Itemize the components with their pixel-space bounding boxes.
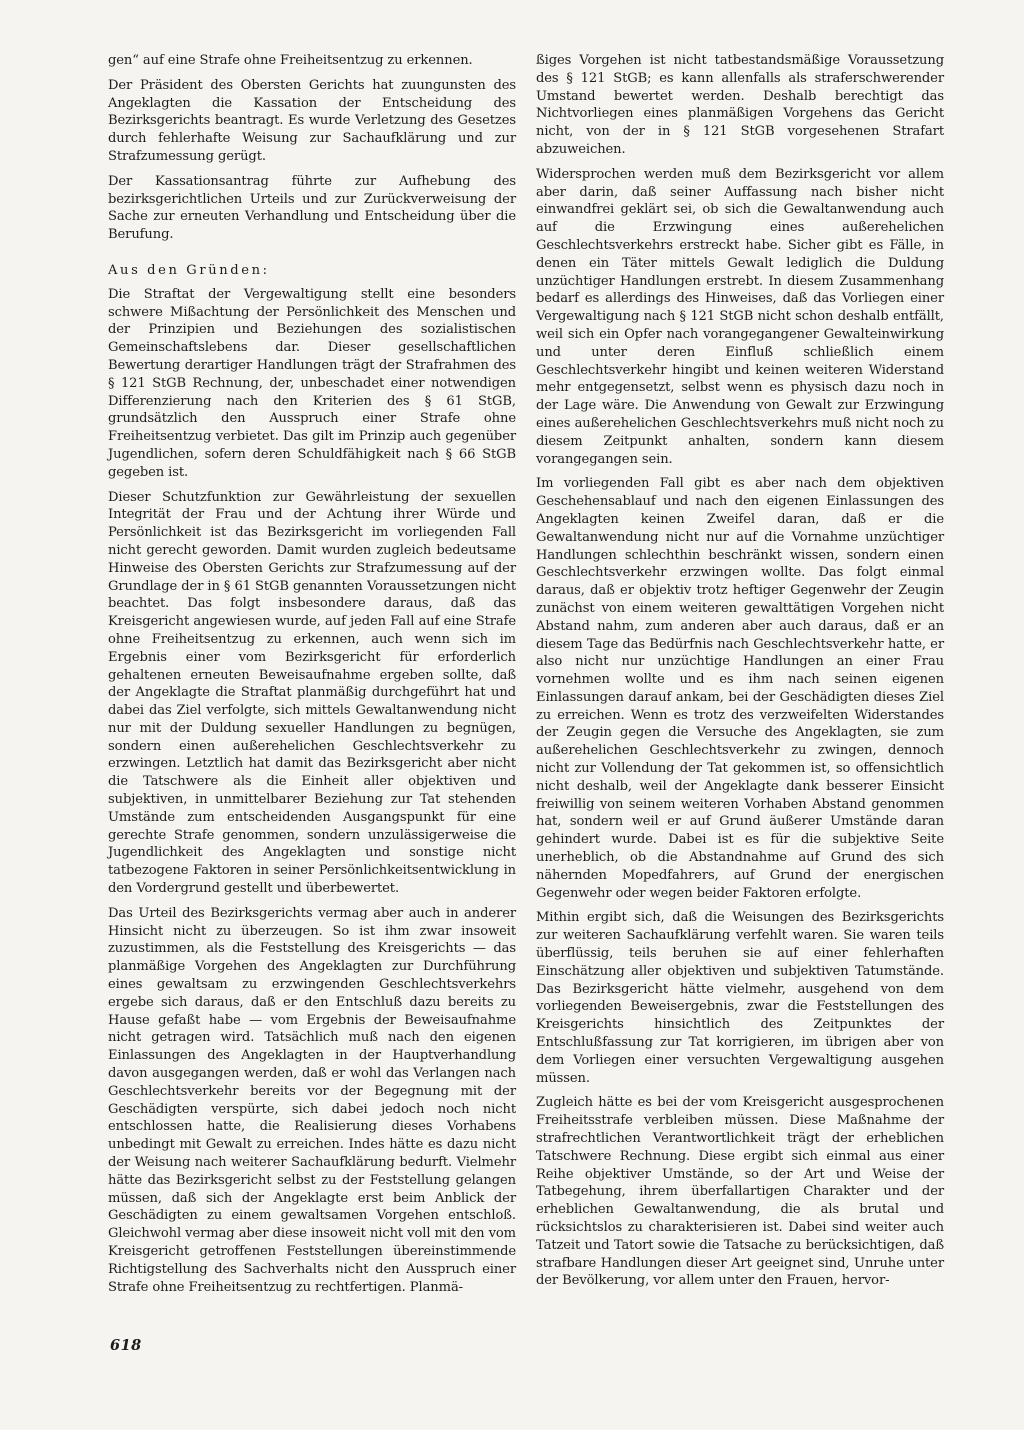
- paragraph: Der Präsident des Obersten Gerichts hat zuungunsten des Angeklagten die Kassation der Entscheidung des Bezirksgerichts beantragt. Es wurde Verletzung des Gesetzes durch fehlerhafte Weisung zur Sachaufklärung und zur Strafzumessung gerügt.: [108, 77, 516, 164]
- paragraph: Die Straftat der Vergewaltigung stellt eine besonders schwere Mißachtung der Persönlichkeit des Menschen und der Prinzipien und Beziehungen des sozialistischen Gemeinschaftslebens dar. Dieser gesellschaftlichen Bewertung derartiger Handlungen trägt der Strafrahmen des § 121 StGB Rechnung, der, unbeschadet einer notwendigen Differenzierung nach den Kriterien des § 61 StGB, grundsätzlich den Ausspruch einer Strafe ohne Freiheitsentzug verbietet. Das gilt im Prinzip auch gegenüber Jugendlichen, sofern deren Schuldfähigkeit nach § 66 StGB gegeben ist.: [108, 286, 516, 480]
- paragraph: Dieser Schutzfunktion zur Gewährleistung der sexuellen Integrität der Frau und der Achtung ihrer Würde und Persönlichkeit ist das Bezirksgericht im vorliegenden Fall nicht gerecht geworden. Damit wurden zugleich bedeutsame Hinweise des Obersten Gerichts zur Strafzumessung auf der Grundlage der in § 61 StGB genannten Voraussetzungen nicht beachtet. Das folgt insbesondere daraus, daß das Kreisgericht angewiesen wurde, auf jeden Fall auf eine Strafe ohne Freiheitsentzug zu erkennen, auch wenn sich im Ergebnis einer vom Bezirksgericht für erforderlich gehaltenen erneuten Beweisaufnahme ergeben sollte, daß der Angeklagte die Straftat planmäßig durchgeführt hat und dabei das Ziel verfolgte, sich mittels Gewaltanwendung nicht nur mit der Duldung sexueller Handlungen zu begnügen, sondern einen außerehelichen Geschlechtsverkehr zu erzwingen. Letztlich hat damit das Bezirksgericht aber nicht die Tatschwere als die Einheit aller objektiven und subjektiven, in unmittelbarer Beziehung zur Tat stehenden Umstände zum entscheidenden Ausgangspunkt für eine gerechte Strafe genommen, sondern unzulässigerweise die Jugendlichkeit des Angeklagten und sonstige nicht tatbezogene Faktoren in seiner Persönlichkeitsentwicklung in den Vordergrund gestellt und überbewertet.: [108, 489, 516, 897]
- paragraph: Widersprochen werden muß dem Bezirksgericht vor allem aber darin, daß seiner Auffassung nach bisher nicht einwandfrei geklärt sei, ob sich die Gewaltanwendung auch auf die Erzwingung eines außerehelichen Geschlechtsverkehrs erstreckt habe. Sicher gibt es Fälle, in denen ein Täter mittels Gewalt lediglich die Duldung unzüchtiger Handlungen erstrebt. In diesem Zusammenhang bedarf es allerdings des Hinweises, daß das Vorliegen einer Vergewaltigung nach § 121 StGB nicht schon deshalb entfällt, weil sich ein Opfer nach vorangegangener Gewalteinwirkung und unter deren Einfluß schließlich einem Geschlechtsverkehr hingibt und keinen weiteren Widerstand mehr entgegensetzt, selbst wenn es physisch dazu noch in der Lage wäre. Die Anwendung von Gewalt zur Erzwingung eines außerehelichen Geschlechtsverkehrs muß nicht noch zu diesem Zeitpunkt anhalten, sondern kann diesem vorangegangen sein.: [536, 166, 944, 467]
- right-column: [536, 52, 944, 1297]
- page-number: 618: [110, 1337, 142, 1354]
- left-column: [108, 52, 516, 1303]
- paragraph: Im vorliegenden Fall gibt es aber nach dem objektiven Geschehensablauf und nach den eigenen Einlassungen des Angeklagten keinen Zweifel daran, daß er die Gewaltanwendung nicht nur auf die Vornahme unzüchtiger Handlungen schlechthin beschränkt wissen, sondern einen Geschlechtsverkehr erzwingen wollte. Das folgt einmal daraus, daß er objektiv trotz heftiger Gegenwehr der Zeugin zunächst von einem weiteren gewalttätigen Vorgehen nicht Abstand nahm, zum anderen aber auch daraus, daß er an diesem Tage das Bedürfnis nach Geschlechtsverkehr hatte, er also nicht nur unzüchtige Handlungen an einer Frau vornehmen wollte und es ihm nach seinen eigenen Einlassungen darauf ankam, bei der Geschädigten dieses Ziel zu erreichen. Wenn es trotz des verzweifelten Widerstandes der Zeugin gegen die Versuche des Angeklagten, sie zum außerehelichen Geschlechtsverkehr zu zwingen, dennoch nicht zur Vollendung der Tat gekommen ist, so offensichtlich nicht deshalb, weil der Angeklagte dank besserer Einsicht freiwillig von seinem weiteren Vorhaben Abstand genommen hat, sondern weil er auf Grund äußerer Umstände daran gehindert wurde. Dabei ist es für die subjektive Seite unerheblich, ob die Abstandnahme auf Grund des sich nähernden Mopedfahrers, auf Grund der energischen Gegenwehr oder wegen beider Faktoren erfolgte.: [536, 476, 944, 901]
- paragraph: Das Urteil des Bezirksgerichts vermag aber auch in anderer Hinsicht nicht zu überzeugen. So ist ihm zwar insoweit zuzustimmen, als die Feststellung des Kreisgerichts — das planmäßige Vorgehen des Angeklagten zur Durchführung eines gewaltsam zu erzwingenden Geschlechtsverkehrs ergebe sich daraus, daß er den Entschluß dazu bereits zu Hause gefaßt habe — vom Ergebnis der Beweisaufnahme nicht getragen wird. Tatsächlich muß nach den eigenen Einlassungen des Angeklagten in der Hauptverhandlung davon ausgegangen werden, daß er wohl das Verlangen nach Geschlechtsverkehr bereits vor der Begegnung mit der Geschädigten verspürte, sich dabei jedoch noch nicht entschlossen hatte, die Realisierung dieses Vorhabens unbedingt mit Gewalt zu erreichen. Indes hätte es dazu nicht der Weisung nach weiterer Sachaufklärung bedurft. Vielmehr hätte das Bezirksgericht selbst zu der Feststellung gelangen müssen, daß sich der Angeklagte erst beim Anblick der Geschädigten zu einem gewaltsamen Vorgehen entschloß. Gleichwohl vermag aber diese insoweit nicht voll mit den vom Kreisgericht getroffenen Feststellungen übereinstimmende Richtigstellung des Sachverhalts nicht den Ausspruch einer Strafe ohne Freiheitsentzug zu rechtfertigen. Planmä-: [108, 905, 516, 1295]
- paragraph: ßiges Vorgehen ist nicht tatbestandsmäßige Voraussetzung des § 121 StGB; es kann allenfalls als straferschwerender Umstand bewertet werden. Deshalb berechtigt das Nichtvorliegen eines planmäßigen Vorgehens das Gericht nicht, von der in § 121 StGB vorgesehenen Strafart abzuweichen.: [536, 53, 944, 157]
- paragraph: Zugleich hätte es bei der vom Kreisgericht ausgesprochenen Freiheitsstrafe verbleiben müssen. Diese Maßnahme der strafrechtlichen Verantwortlichkeit trägt der erheblichen Tatschwere Rechnung. Diese ergibt sich einmal aus einer Reihe objektiver Umstände, so der Art und Weise der Tatbegehung, ihrem überfallartigen Charakter und der erheblichen Gewaltanwendung, die als brutal und rücksichtslos zu charakterisieren ist. Dabei sind weiter auch Tatzeit und Tatort sowie die Tatsache zu berücksichtigen, daß strafbare Handlungen dieser Art geeignet sind, Unruhe unter der Bevölkerung, vor allem unter den Frauen, hervor-: [536, 1095, 944, 1289]
- paragraph: gen“ auf eine Strafe ohne Freiheitsentzug zu erkennen.: [108, 53, 473, 68]
- paragraph: Mithin ergibt sich, daß die Weisungen des Bezirksgerichts zur weiteren Sachaufklärung verfehlt waren. Sie waren teils überflüssig, teils beruhen sie auf einer fehlerhaften Einschätzung aller objektiven und subjektiven Tatumstände. Das Bezirksgericht hätte vielmehr, ausgehend von dem vorliegenden Beweisergebnis, zwar die Feststellungen des Kreisgerichts hinsichtlich des Zeitpunktes der Entschlußfassung zur Tat korrigieren, im übrigen aber von dem Vorliegen einer versuchten Vergewaltigung ausgehen müssen.: [536, 910, 944, 1086]
- paragraph: Der Kassationsantrag führte zur Aufhebung des bezirksgerichtlichen Urteils und zur Zurückverweisung der Sache zur erneuten Verhandlung und Entscheidung über die Berufung.: [108, 173, 516, 243]
- section-heading: Aus den Gründen:: [108, 262, 270, 278]
